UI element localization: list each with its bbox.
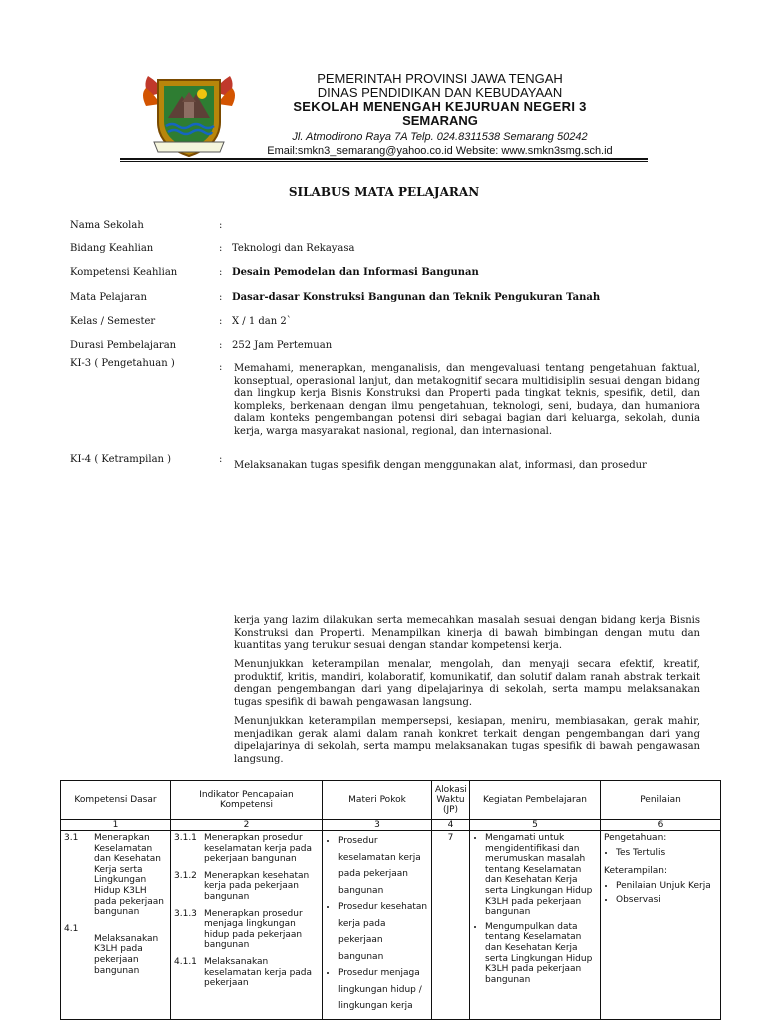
- penilaian-label: Keterampilan:: [604, 866, 668, 877]
- indicator-text: Melaksanakan keselamatan kerja pada pekerjaan: [204, 956, 313, 989]
- field-colon: :: [219, 292, 223, 303]
- column-number: 2: [171, 820, 323, 831]
- indicator-cell: [171, 831, 323, 1020]
- list-item: • Prosedur menjaga lingkungan hidup / lingkungan kerja: [338, 965, 428, 1015]
- ki4-text-part3: Menunjukkan keterampilan menalar, mengolah, dan menyaji secara efektif, kreatif, produktif, kritis, mandiri, kolaboratif, komunikatif, dan solutif dalam ranah abstrak terkait dengan pengembangan dari yang dipelajarinya di sekolah, serta mampu melaksanakan tugas spesifik di bawah pengawasan langsung.: [234, 659, 700, 708]
- field-colon: :: [219, 340, 223, 351]
- header-city: SEMARANG: [402, 113, 478, 128]
- ki4-text-part2: kerja yang lazim dilakukan serta memecahkan masalah sesuai dengan bidang kerja Bisnis Konstruksi dan Properti. Menampilkan kinerja di bawah bimbingan dengan mutu dan kuantitas yang terukur sesuai dengan standar kompetensi kerja.: [234, 615, 700, 652]
- kd-cell: [61, 831, 171, 1020]
- column-header: Kompetensi Dasar: [61, 781, 171, 820]
- column-header: Materi Pokok: [323, 781, 432, 820]
- field-label-school: Nama Sekolah: [70, 220, 144, 231]
- field-value-mapel: Dasar-dasar Konstruksi Bangunan dan Teknik Pengukuran Tanah: [232, 292, 601, 303]
- kd-number: 4.1: [64, 923, 79, 934]
- indicator-number: 3.1.2: [174, 870, 197, 881]
- kd-item: [64, 833, 167, 918]
- column-header: Penilaian: [601, 781, 721, 820]
- column-number: 5: [470, 820, 601, 831]
- indicator-number: 4.1.1: [174, 956, 197, 967]
- indicator-text: Menerapkan kesehatan kerja pada pekerjaan bangunan: [204, 870, 310, 902]
- materi-cell: [323, 831, 432, 1020]
- penilaian-label: Pengetahuan:: [604, 833, 667, 843]
- ki4-text-part1: Melaksanakan tugas spesifik dengan menggunakan alat, informasi, dan prosedur: [234, 460, 647, 471]
- column-number: 6: [601, 820, 721, 831]
- indicator-item: [174, 909, 319, 951]
- column-number: 3: [323, 820, 432, 831]
- list-item: • Mengumpulkan data tentang Keselamatan dan Kesehatan Kerja serta Lingkungan Hidup K3LH pada pekerjaan bangunan: [485, 922, 597, 986]
- ki4-text-part4: Menunjukkan keterampilan mempersepsi, kesiapan, meniru, membiasakan, gerak mahir, menjadikan gerak alami dalam ranah konkret terkait dengan pengembangan dari yang dipelajarinya di sekolah, serta mampu melaksanakan tugas spesifik di bawah pengawasan langsung.: [234, 716, 700, 765]
- list-item: • Observasi: [616, 895, 717, 906]
- kd-item: [64, 924, 167, 976]
- field-label-kompetensi: Kompetensi Keahlian: [70, 267, 178, 278]
- alokasi-cell: 7: [432, 831, 470, 1020]
- penilaian-cell: [601, 831, 721, 1020]
- field-colon: :: [219, 220, 223, 231]
- list-item: • Prosedur keselamatan kerja pada pekerjaan bangunan: [338, 833, 428, 899]
- column-header: Indikator Pencapaian Kompetensi: [171, 781, 323, 820]
- indicator-number: 3.1.1: [174, 833, 197, 843]
- field-label-ki4: KI-4 ( Ketrampilan ): [70, 454, 172, 465]
- field-colon: :: [219, 454, 223, 465]
- field-colon: :: [219, 267, 223, 278]
- indicator-text: Menerapkan prosedur keselamatan kerja pada pekerjaan bangunan: [204, 833, 313, 865]
- table-row: [61, 831, 721, 1020]
- header-address: Jl. Atmodirono Raya 7A Telp. 024.8311538 Semarang 50242: [292, 131, 588, 143]
- field-label-mapel: Mata Pelajaran: [70, 292, 147, 303]
- ki3-text: Memahami, menerapkan, menganalisis, dan mengevaluasi tentang pengetahuan faktual, konseptual, operasional lanjut, dan metakognitif secara multidisiplin sesuai dengan bidang dan lingkup kerja Bisnis Konstruksi dan Properti pada tingkat teknis, spesifik, detil, dan kompleks, berkenaan dengan ilmu pengetahuan, teknologi, seni, budaya, dan humaniora dalam konteks pengembangan potensi diri sebagai bagian dari keluarga, sekolah, dunia kerja, warga masyarakat nasional, regional, dan internasional.: [234, 363, 700, 437]
- field-label-durasi: Durasi Pembelajaran: [70, 340, 177, 351]
- field-value-durasi: 252 Jam Pertemuan: [232, 340, 333, 351]
- field-value-bidang: Teknologi dan Rekayasa: [232, 243, 355, 254]
- kd-text: Menerapkan Keselamatan dan Kesehatan Kerja serta Lingkungan Hidup K3LH pada pekerjaan bangunan: [94, 833, 164, 918]
- field-label-ki3: KI-3 ( Pengetahuan ): [70, 358, 175, 369]
- kd-number: 3.1: [64, 833, 79, 843]
- list-item: • Penilaian Unjuk Kerja: [616, 881, 717, 892]
- kegiatan-cell: [470, 831, 601, 1020]
- table-header-row: [61, 781, 721, 820]
- list-item: • Mengamati untuk mengidentifikasi dan merumuskan masalah tentang Keselamatan dan Kesehatan Kerja serta Lingkungan Hidup K3LH pada pekerjaan bangunan: [485, 833, 597, 918]
- column-header: Kegiatan Pembelajaran: [470, 781, 601, 820]
- field-value-kelas: X / 1 dan 2`: [232, 316, 292, 327]
- page-title: SILABUS MATA PELAJARAN: [288, 185, 480, 199]
- column-number: 4: [432, 820, 470, 831]
- list-item: • Tes Tertulis: [616, 848, 717, 859]
- indicator-item: [174, 871, 319, 903]
- header-divider-thin: [120, 161, 648, 162]
- indicator-text: Menerapkan prosedur menjaga lingkungan hidup pada pekerjaan bangunan: [204, 908, 303, 951]
- header-contact: Email:smkn3_semarang@yahoo.co.id Website: www.smkn3smg.sch.id: [267, 145, 613, 157]
- field-colon: :: [219, 243, 223, 254]
- header-department: DINAS PENDIDIKAN DAN KEBUDAYAAN: [317, 85, 563, 100]
- kd-text: Melaksanakan K3LH pada pekerjaan bangunan: [94, 933, 159, 976]
- field-colon: :: [219, 316, 223, 327]
- column-header: Alokasi Waktu (JP): [432, 781, 470, 820]
- field-label-kelas: Kelas / Semester: [70, 316, 156, 327]
- field-label-bidang: Bidang Keahlian: [70, 243, 154, 254]
- field-value-kompetensi: Desain Pemodelan dan Informasi Bangunan: [232, 267, 479, 278]
- indicator-item: [174, 833, 319, 865]
- table-number-row: [61, 820, 721, 831]
- indicator-item: [174, 957, 319, 989]
- indicator-number: 3.1.3: [174, 908, 197, 919]
- header-school: SEKOLAH MENENGAH KEJURUAN NEGERI 3: [293, 99, 587, 114]
- header-government: PEMERINTAH PROVINSI JAWA TENGAH: [317, 71, 563, 86]
- column-number: 1: [61, 820, 171, 831]
- field-colon: :: [219, 362, 223, 373]
- syllabus-table: [60, 780, 721, 1020]
- list-item: • Prosedur kesehatan kerja pada pekerjaan bangunan: [338, 899, 428, 965]
- provincial-crest-icon: [140, 66, 238, 160]
- header-divider: [120, 158, 648, 160]
